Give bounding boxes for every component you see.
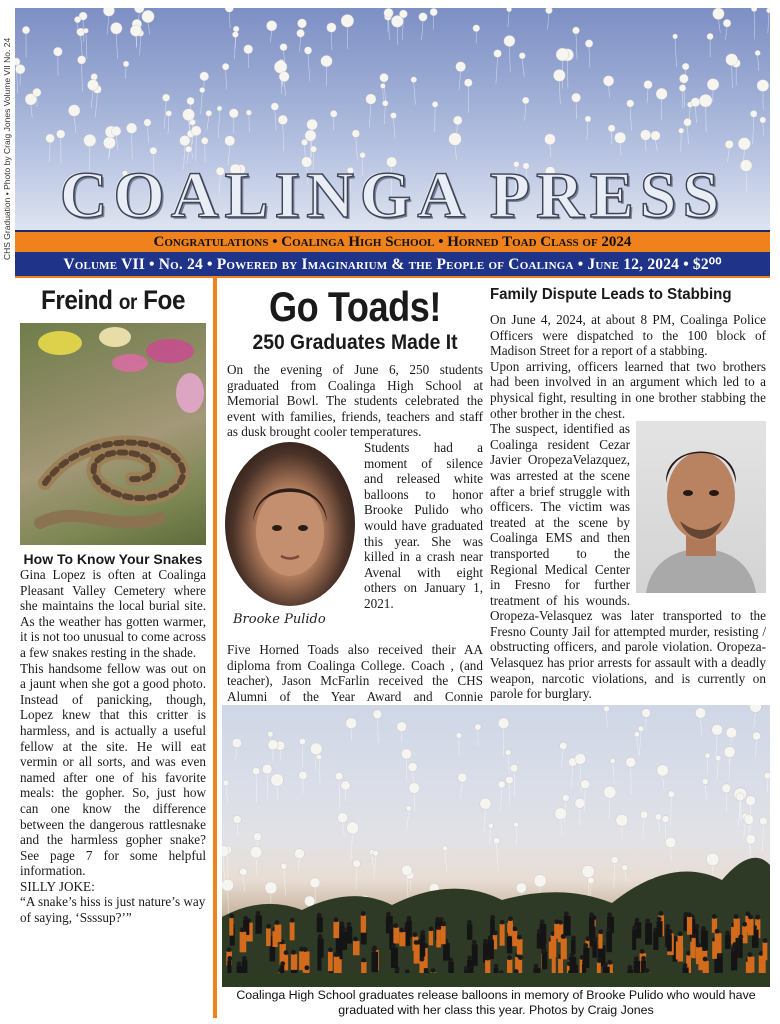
left-column (20, 284, 206, 926)
paragraph: Five Horned Toads also received their AA diploma from Coalinga College. Coach , (and teacher), Jason McFarlin received the CHS Alumni of the Year Award and Connie (227, 641, 483, 704)
graduation-crowd-photo (222, 705, 770, 987)
suspect-photo (636, 421, 766, 593)
graduation-article-body (227, 362, 483, 736)
middle-column (227, 284, 483, 736)
right-column (490, 284, 766, 702)
issue-info-banner: Volume VII • No. 24 • Powered by Imaginarium & the People of Coalinga • June 12, 2024 • $2⁰⁰ (15, 252, 770, 278)
congratulations-banner: Congratulations • Coalinga High School • Horned Toad Class of 2024 (15, 230, 770, 252)
paragraph: Upon arriving, officers learned that two brothers had been involved in an argument which led to a physical fight, resulting in one brother stabbing the other brother in the chest. (490, 358, 766, 421)
graduation-subheadline: 250 Graduates Made It (252, 331, 458, 354)
portrait-signature: Brooke Pulido (233, 611, 326, 627)
portrait-frame (225, 442, 358, 642)
snake-article-subhead: How To Know Your Snakes (23, 551, 203, 567)
paragraph: Gina Lopez is often at Coalinga Pleasant Valley Cemetery where she maintains the local burial site. As the weather has gotten warmer, it is not too unusual to come across a few snakes resting in the shade. (20, 567, 206, 660)
graduation-headline: Go Toads! (268, 283, 442, 330)
paragraph: The suspect, identified as Coalinga resident Cezar Javier OropezaVelazquez, was arrested at the scene after a brief struggle with officers. The victim was treated at the scene by Coalinga EMS and then transported to the Regional Medical Center in Fresno for further treatment of his wounds. Oropeza-Velasquez was later transported to the Fresno County Jail for attempted murder, resisting / obstructing officers, and parole violation. Oropeza-Velasquez has prior arrests for assault with a deadly weapon, narcotic violations, and is currently on parole for burglary. (490, 421, 766, 702)
newspaper-title: COALINGA PRESS (59, 159, 726, 230)
brooke-pulido-portrait (225, 442, 355, 606)
paragraph: On June 4, 2024, at about 8 PM, Coalinga Police Officers were dispatched to the 100 block of Madison Street for a report of a stabbing. (490, 312, 766, 359)
masthead (15, 8, 770, 230)
photo-credit-vertical: CHS Graduation • Photo by Craig Jones Volume VII No. 24 (2, 37, 12, 260)
photo-caption: Coalinga High School graduates release balloons in memory of Brooke Pulido who would have graduated with her class this year. Photos by Craig Jones (236, 988, 756, 1017)
balloon-release-illustration (222, 705, 770, 987)
paragraph: On the evening of June 6, 250 students graduated from Coalinga High School at Memorial Bowl. The students celebrated the event with families, friends, teachers and staff as dusk brought cooler temperatures. (227, 362, 483, 440)
gopher-snake-photo (20, 323, 206, 545)
column-divider (213, 278, 217, 1018)
joke-text: “A snake’s hiss is just nature’s way of saying, ‘Ssssup?’” (20, 894, 206, 926)
snake-article-body (20, 567, 206, 926)
snake-article-headline: Freind or Foe (40, 285, 186, 315)
paragraph: Students had a moment of silence and released white balloons to honor Brooke Pulido who would have graduated this year. She was killed in a crash near Avenal with eight others on January 1, 2021. (364, 439, 483, 611)
stabbing-article-headline: Family Dispute Leads to Stabbing (490, 286, 732, 303)
joke-label: SILLY JOKE: (20, 878, 95, 894)
stabbing-article-body (490, 312, 766, 702)
paragraph: This handsome fellow was out on a jaunt when she got a good photo. Instead of panicking, though, Lopez knew that this critter is harmless, and is actually a useful fellow at the site. He will eat vermin or all sorts, and was even named after one of his favorite meals: the gopher. So, just how can one know the difference between the dangerous rattlesnake and the harmless gopher snake? See page 7 for some helpful information. (20, 660, 206, 879)
